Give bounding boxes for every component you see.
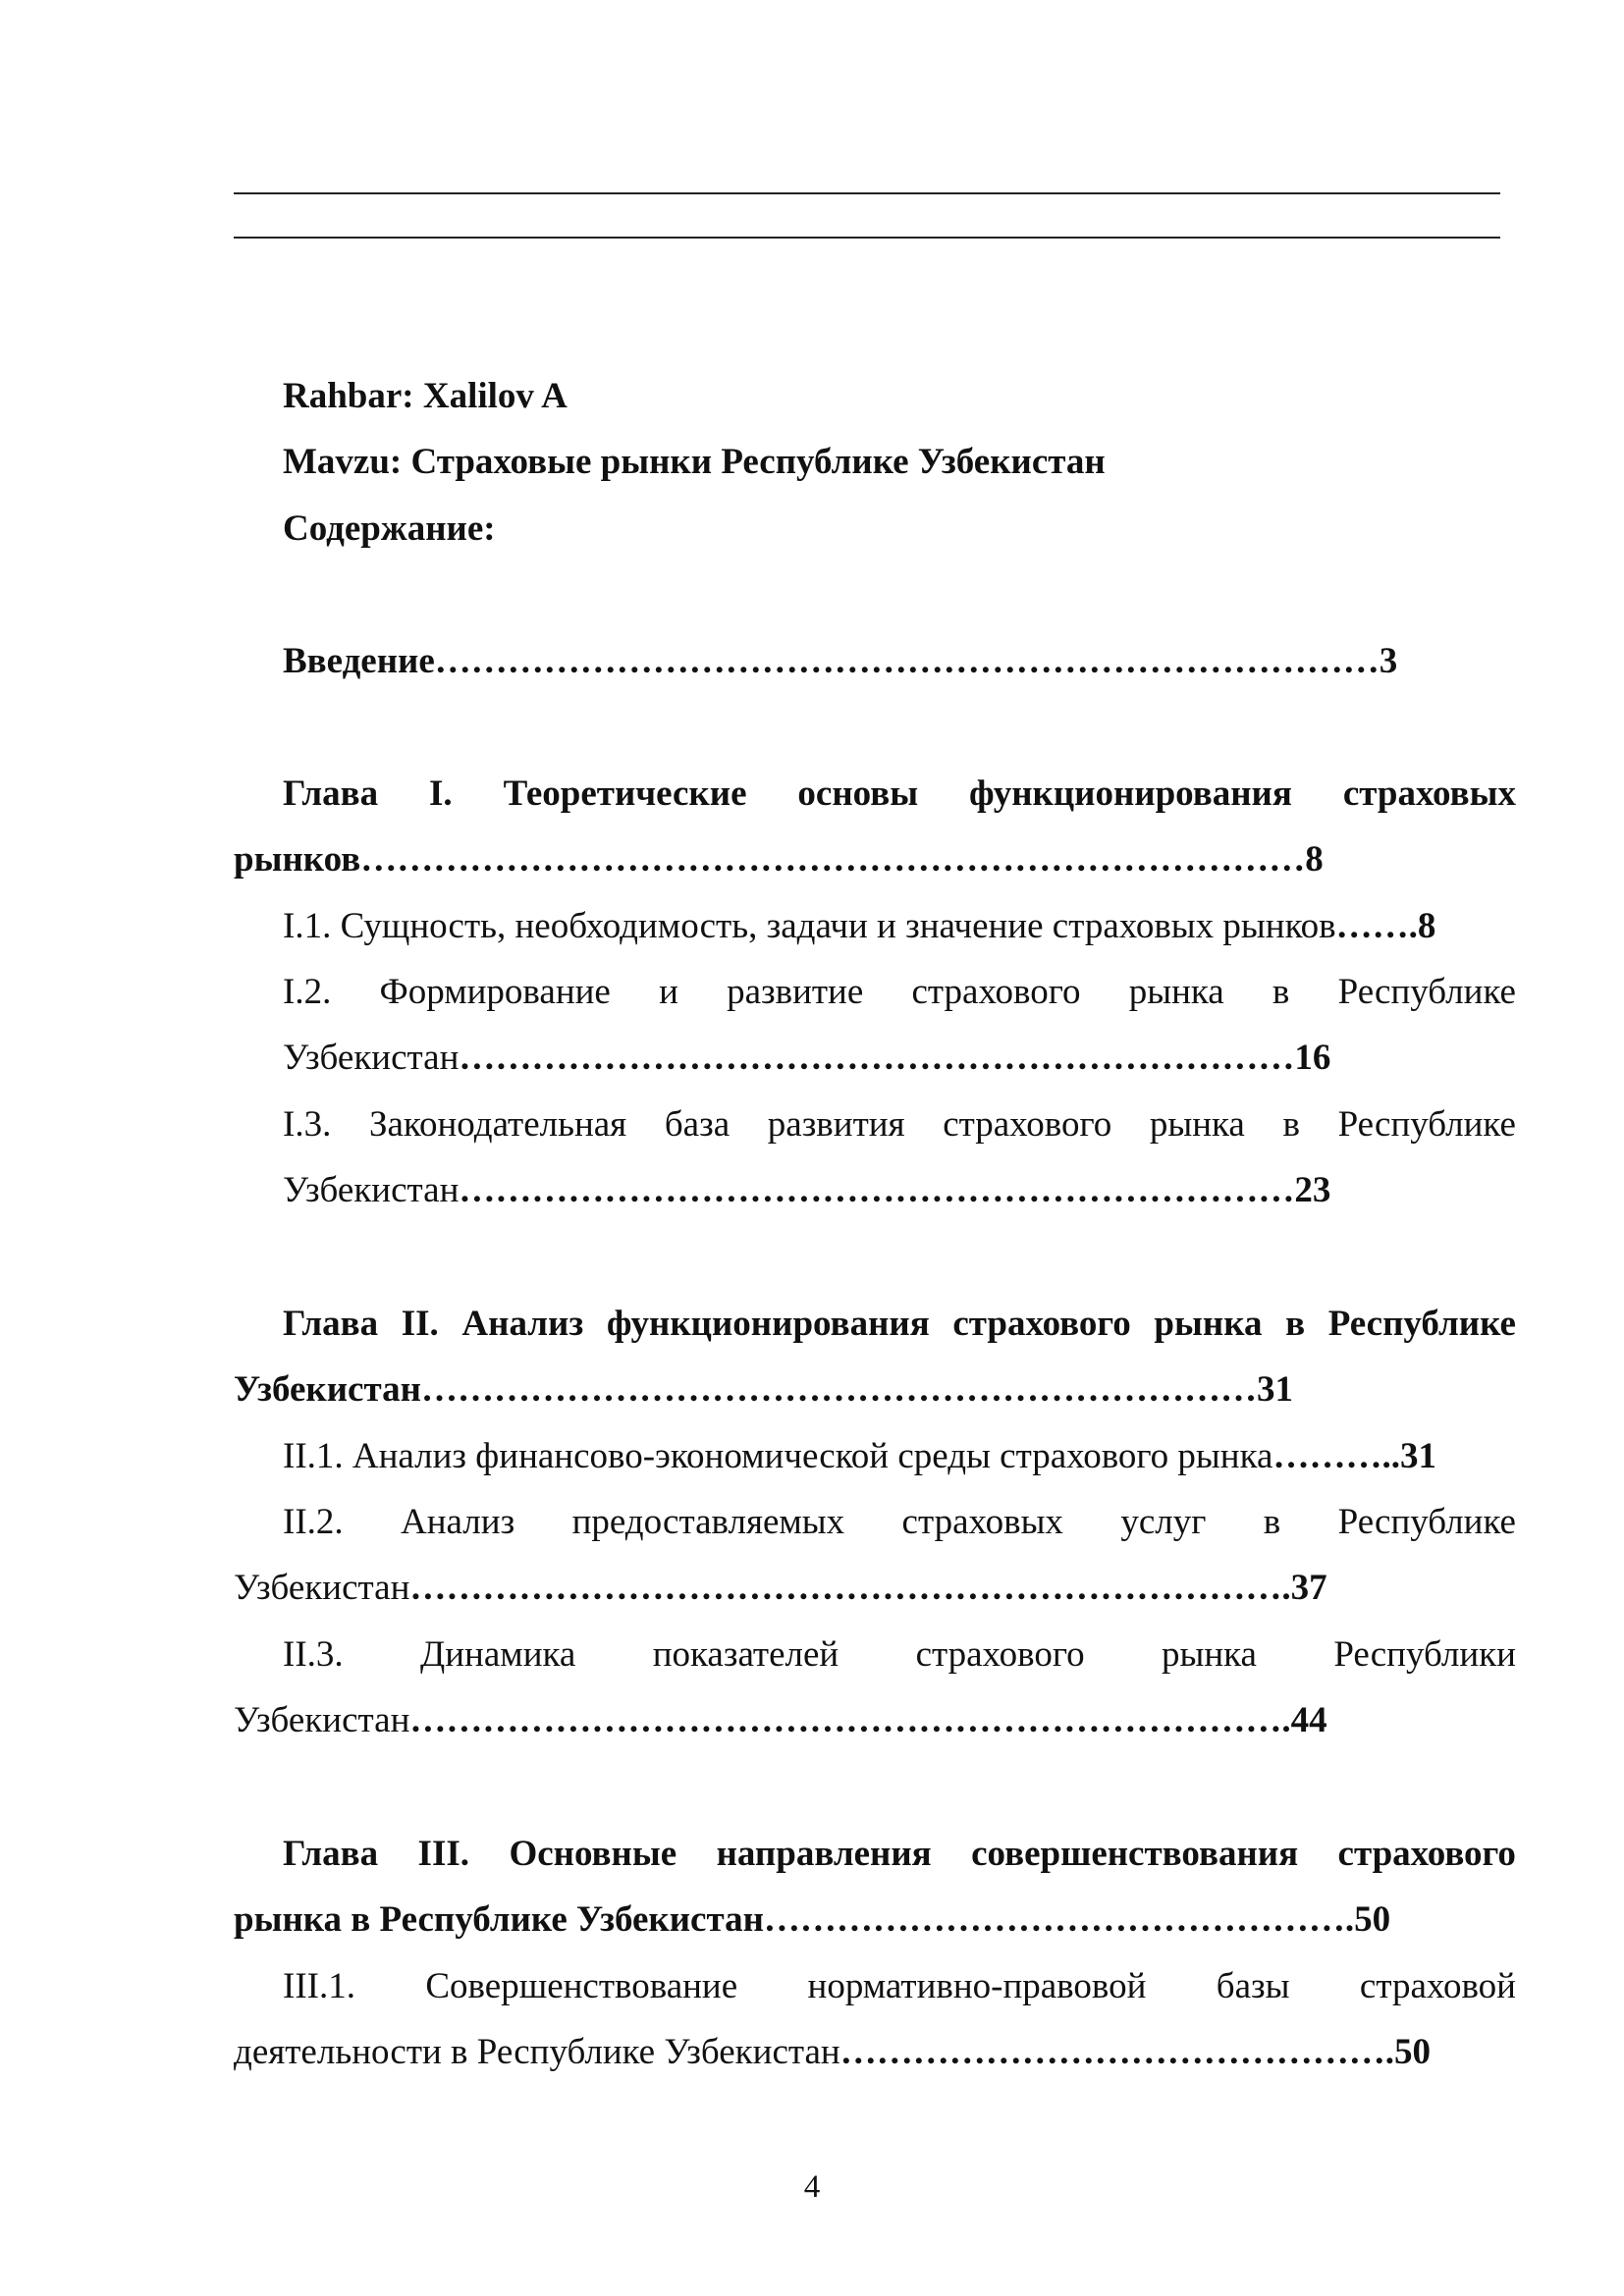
toc-section-2-2-line2 [234,1565,1516,1612]
word: Глава [283,774,379,814]
toc-page-number: 50 [1354,1899,1391,1940]
toc-page-number: 31 [1256,1369,1293,1410]
topic-line: Mavzu: Страховые рынки Республике Узбекистан [283,442,1106,482]
word: рынка [1161,1634,1257,1675]
toc-page-number: 8 [1305,839,1324,880]
toc-section-3-1-line1 [283,1963,1516,2010]
toc-section-2-1 [283,1433,1516,1480]
toc-chapter-2-line2 [234,1366,1516,1414]
word: страхового [915,1634,1085,1675]
toc-page-number: 16 [1294,1038,1331,1078]
word: Республике [1327,1304,1516,1344]
word: Анализ [401,1502,515,1542]
word: предоставляемых [571,1502,845,1542]
word: I. [429,774,453,814]
word: рынка [1128,972,1224,1012]
word: Совершенствование [425,1966,738,2006]
word: направления [716,1834,932,1874]
toc-section-1-3-line2 [283,1167,1516,1214]
toc-page-number: 23 [1294,1170,1331,1210]
word: Республики [1333,1634,1516,1675]
word: Республике [1337,1502,1516,1542]
word: III. [417,1834,469,1874]
blank-line-1 [234,192,1500,194]
word: базы [1216,1966,1290,2006]
toc-page-number: 44 [1290,1700,1327,1740]
word: услуг [1120,1502,1207,1542]
word: страховых [901,1502,1063,1542]
word: I.2. [283,972,332,1012]
toc-text: Узбекистан [234,1568,410,1608]
word: рынка [1154,1304,1263,1344]
word: функционирования [969,774,1292,814]
toc-section-2-2-line1 [283,1499,1516,1546]
toc-leader-dots: ………………………………………. [839,2032,1394,2072]
word: II.2. [283,1502,344,1542]
toc-text: деятельности в Республике Узбекистан [234,2032,840,2072]
toc-leader-dots: …………………………………………. [763,1899,1355,1940]
toc-section-3-1-line2 [234,2029,1516,2076]
toc-text: Узбекистан [283,1038,460,1078]
word: II. [401,1304,439,1344]
word: и [659,972,678,1012]
toc-intro-text: Введение [283,641,435,681]
word: страховой [1359,1966,1516,2006]
word: Республике [1337,972,1516,1012]
word: страховых [1342,774,1516,814]
word: нормативно-правовой [807,1966,1147,2006]
word: II.3. [283,1634,344,1675]
word: совершенствования [971,1834,1299,1874]
toc-leader-dots: ……….. [1272,1436,1400,1476]
toc-leader-dots: …………………………………………………………… [459,1170,1295,1210]
toc-text: Узбекистан [283,1170,460,1210]
word: III.1. [283,1966,355,2006]
word: Республике [1337,1104,1516,1145]
word: в [1272,972,1290,1012]
toc-page-number: 8 [1417,906,1436,946]
word: страхового [943,1104,1112,1145]
toc-text: Узбекистан [234,1700,410,1740]
word: база [664,1104,731,1145]
toc-section-1-2-line1 [283,969,1516,1016]
word: показателей [652,1634,839,1675]
toc-section-1-3-line1 [283,1101,1516,1148]
toc-text: I.1. Сущность, необходимость, задачи и значение страховых рынков [283,906,1336,946]
toc-chapter-1-line2 [234,836,1516,883]
toc-chapter-1-line1 [283,771,1516,818]
toc-section-2-3-line2 [234,1697,1516,1744]
toc-text: Узбекистан [234,1369,421,1410]
toc-leader-dots: ………………………………………………………………. [409,1700,1291,1740]
word: Основные [509,1834,677,1874]
toc-leader-dots: …………………………………………………………………… [360,839,1306,880]
toc-page-number: 3 [1379,641,1398,681]
word: Глава [283,1834,379,1874]
toc-leader-dots: …………………………………………………………… [459,1038,1295,1078]
contents-title: Содержание: [283,508,496,549]
toc-section-1-2-line2 [283,1035,1516,1082]
word: развитие [727,972,864,1012]
word: страхового [911,972,1081,1012]
toc-chapter-3-line1 [283,1831,1516,1878]
word: Динамика [420,1634,576,1675]
toc-page-number: 37 [1290,1568,1327,1608]
word: страхового [1337,1834,1516,1874]
word: функционирования [606,1304,930,1344]
toc-leader-dots: ………………………………………………………………. [409,1568,1291,1608]
toc-text: II.1. Анализ финансово-экономической среды страхового рынка [283,1436,1273,1476]
toc-leader-dots: …………………………………………………………………… [434,641,1380,681]
word: развития [767,1104,905,1145]
toc-section-2-3-line1 [283,1631,1516,1679]
word: основы [797,774,919,814]
blank-line-2 [234,237,1500,239]
toc-page-number: 50 [1393,2032,1431,2072]
word: Законодательная [368,1104,627,1145]
word: I.3. [283,1104,332,1145]
page-number: 4 [803,2169,821,2205]
word: в [1263,1502,1281,1542]
word: Теоретические [503,774,747,814]
toc-text: рынка в Республике Узбекистан [234,1899,764,1940]
supervisor-line: Rahbar: Xalilov A [283,376,568,416]
word: страхового [952,1304,1131,1344]
toc-chapter-2-line1 [283,1301,1516,1348]
toc-chapter-3-line2 [234,1896,1516,1944]
word: Анализ [461,1304,584,1344]
word: рынка [1149,1104,1245,1145]
toc-leader-dots: ……. [1335,906,1418,946]
toc-leader-dots: …………………………………………………………… [420,1369,1257,1410]
word: в [1282,1104,1300,1145]
toc-text: рынков [234,839,361,880]
toc-page-number: 31 [1399,1436,1436,1476]
word: Глава [283,1304,379,1344]
word: Формирование [379,972,611,1012]
toc-section-1-1 [283,903,1516,950]
word: в [1285,1304,1306,1344]
toc-intro [283,638,1516,685]
